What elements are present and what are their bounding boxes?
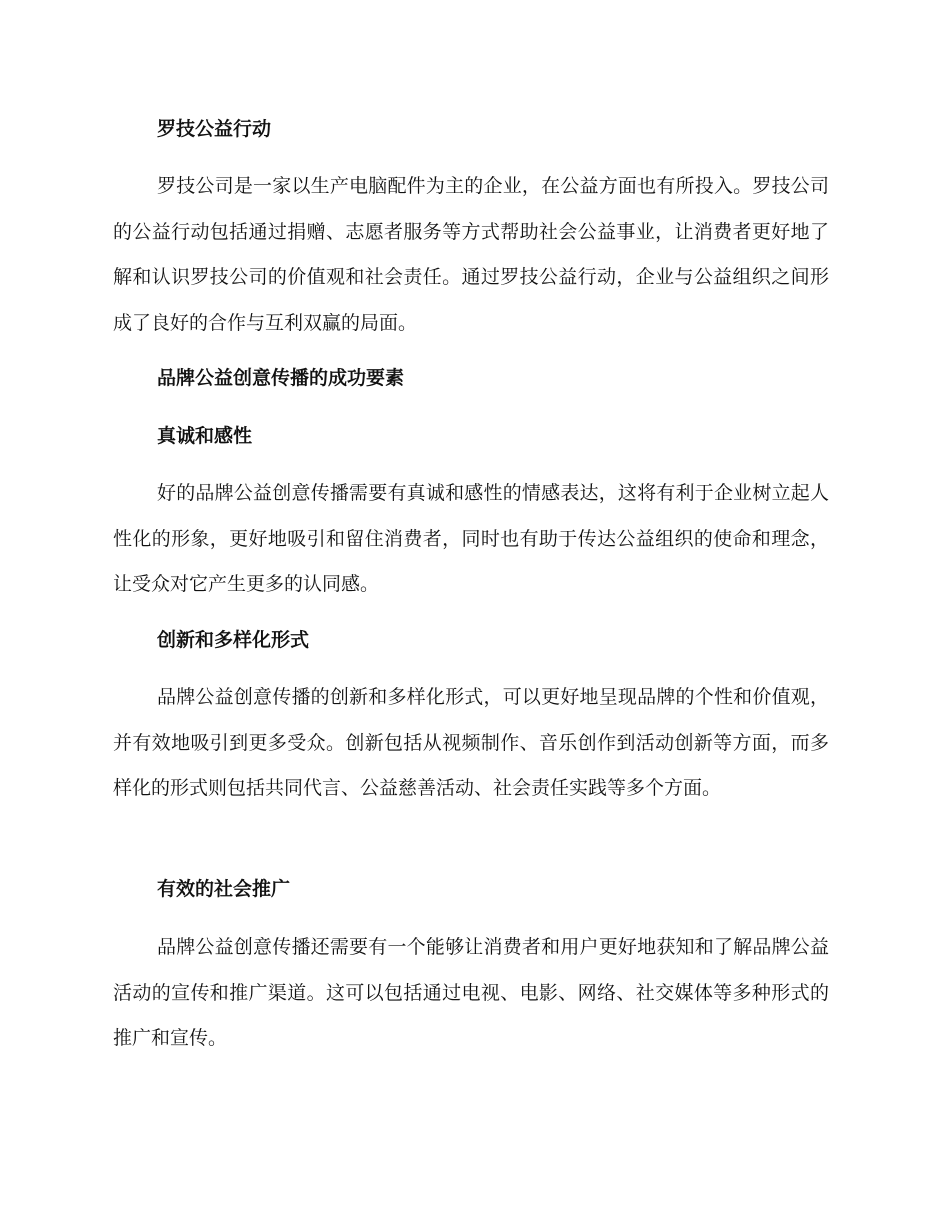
section-heading-promotion: 有效的社会推广: [157, 878, 291, 900]
section-heading-success-factors: 品牌公益创意传播的成功要素: [157, 367, 405, 389]
section-heading-logitech-charity: 罗技公益行动: [157, 118, 272, 140]
section-heading-sincerity: 真诚和感性: [157, 425, 253, 447]
section-paragraph-logitech-charity: 罗技公司是一家以生产电脑配件为主的企业，在公益方面也有所投入。罗技公司的公益行动包括通过捐赠、志愿者服务等方式帮助社会公益事业，让消费者更好地了解和认识罗技公司的价值观和社会责任。通过罗技公益行动，企业与公益组织之间形成了良好的合作与互利双赢的局面。: [113, 175, 829, 334]
section-paragraph-promotion: 品牌公益创意传播还需要有一个能够让消费者和用户更好地获知和了解品牌公益活动的宣传和推广渠道。这可以包括通过电视、电影、网络、社交媒体等多种形式的推广和宣传。: [113, 936, 829, 1049]
section-paragraph-sincerity: 好的品牌公益创意传播需要有真诚和感性的情感表达，这将有利于企业树立起人性化的形象，更好地吸引和留住消费者，同时也有助于传达公益组织的使命和理念，让受众对它产生更多的认同感。: [113, 482, 829, 595]
section-paragraph-innovation: 品牌公益创意传播的创新和多样化形式，可以更好地呈现品牌的个性和价值观，并有效地吸引到更多受众。创新包括从视频制作、音乐创作到活动创新等方面，而多样化的形式则包括共同代言、公益慈善活动、社会责任实践等多个方面。: [113, 686, 829, 799]
section-heading-innovation: 创新和多样化形式: [157, 629, 310, 651]
